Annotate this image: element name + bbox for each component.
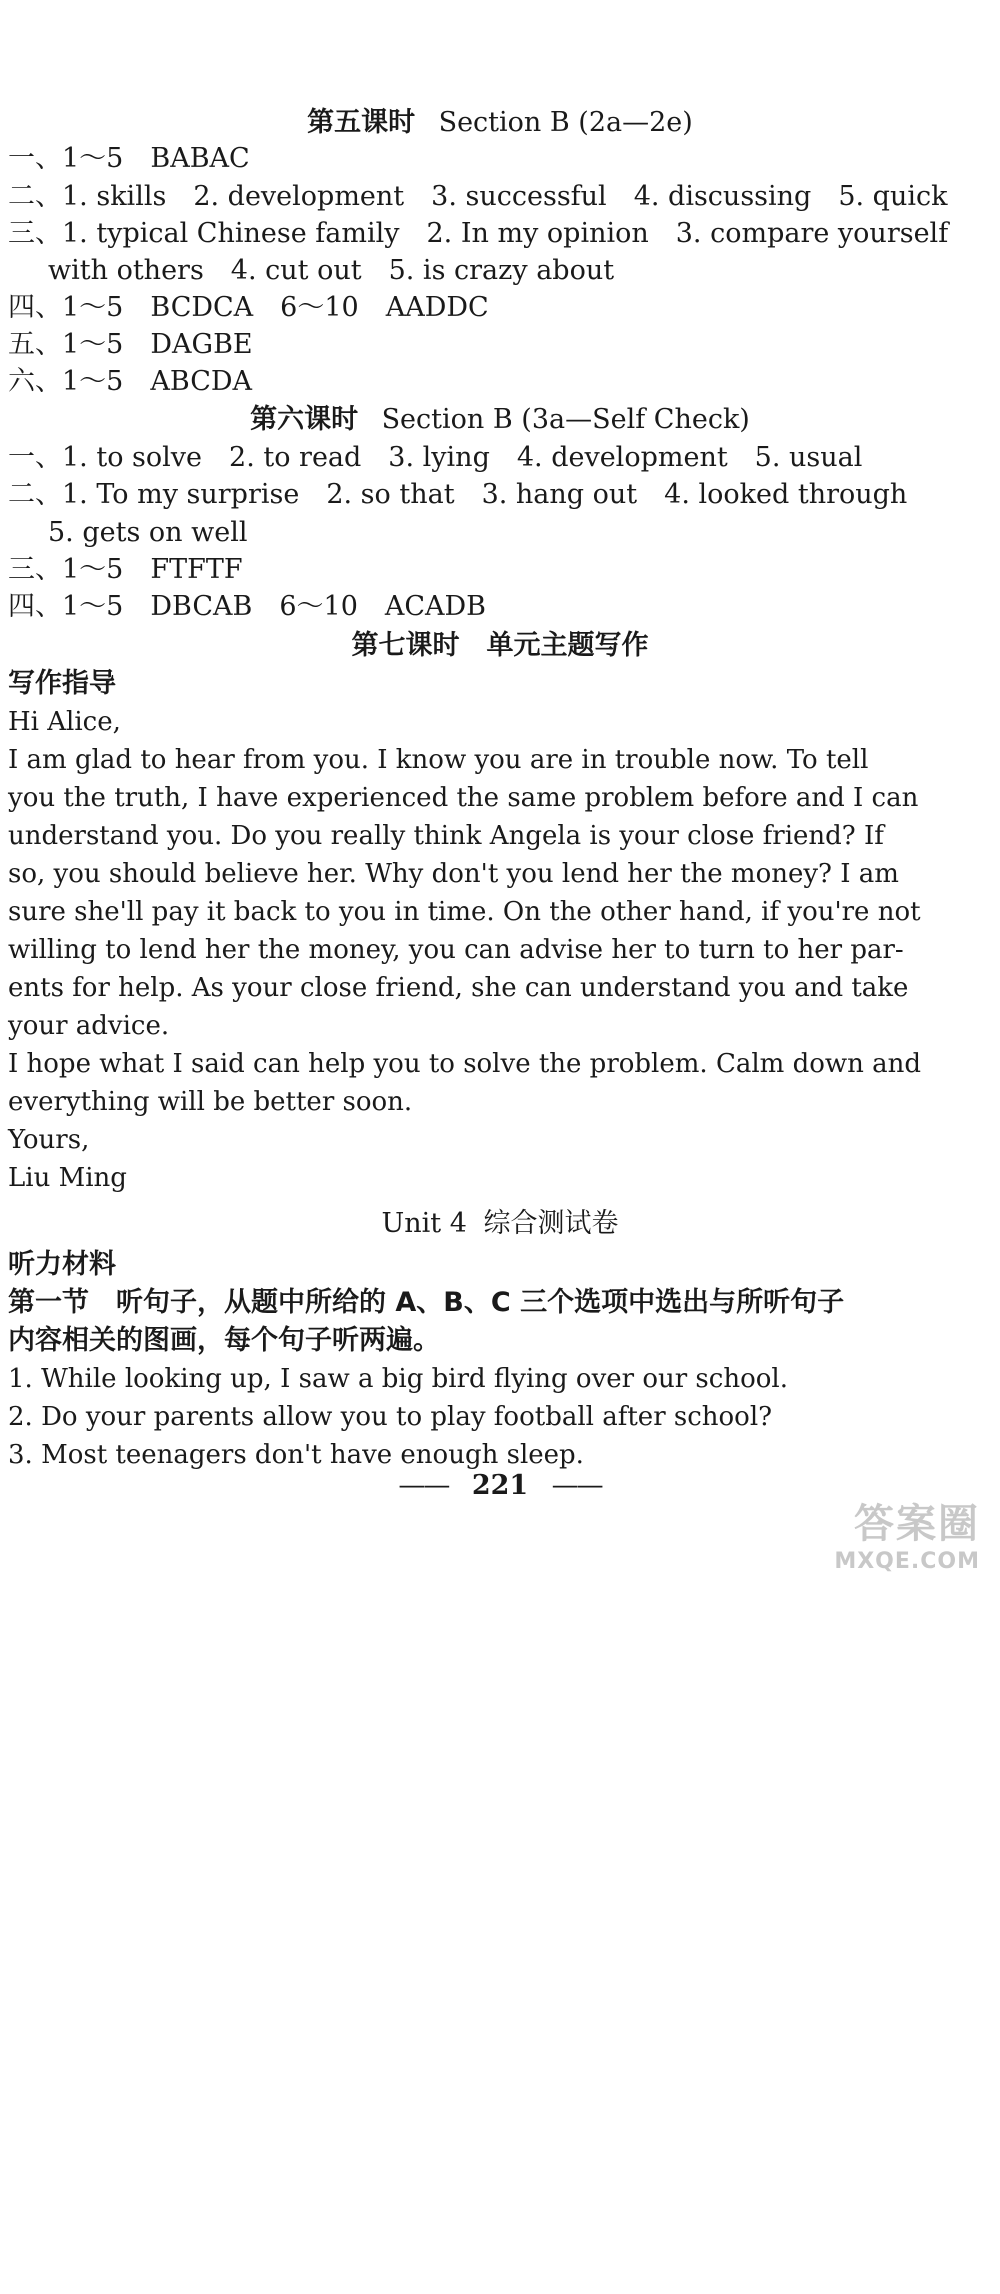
letter-line: your advice. xyxy=(8,1011,170,1041)
lesson6-answer-line: 三、1～5 FTFTF xyxy=(8,554,243,585)
letter-line: sure she'll pay it back to you in time. On the other hand, if you're not xyxy=(8,897,921,927)
letter-line: willing to lend her the money, you can advise her to turn to her par- xyxy=(8,935,904,965)
letter-line: you the truth, I have experienced the same problem before and I can xyxy=(8,783,919,813)
lesson5-answer-line: 四、1～5 BCDCA 6～10 AADDC xyxy=(8,292,489,323)
lesson6-answer-line: 四、1～5 DBCAB 6～10 ACADB xyxy=(8,591,487,622)
watermark-text: 答案圈 xyxy=(854,1501,980,1547)
lesson5-answer-line: 五、1～5 DAGBE xyxy=(8,329,253,360)
lesson5-title-en: Section B (2a—2e) xyxy=(438,107,693,138)
letter-line: understand you. Do you really think Angela is your close friend? If xyxy=(8,821,884,851)
letter-line: Yours, xyxy=(8,1125,90,1155)
letter-line: ents for help. As your close friend, she can understand you and take xyxy=(8,973,909,1003)
part1-instruction: 内容相关的图画，每个句子听两遍。 xyxy=(8,1325,440,1356)
lesson5-answer-line: 三、1. typical Chinese family 2. In my opinion 3. compare yourself xyxy=(8,218,949,249)
lesson5-title xyxy=(0,106,1000,140)
watermark-url: MXQE.COM xyxy=(834,1549,980,1574)
letter-line: I hope what I said can help you to solve the problem. Calm down and xyxy=(8,1049,922,1079)
letter-line: so, you should believe her. Why don't you lend her the money? I am xyxy=(8,859,899,889)
lesson6-answer-line: 5. gets on well xyxy=(48,517,248,548)
lesson5-answer-line: 一、1～5 BABAC xyxy=(8,143,250,174)
lesson7-title: 第七课时 单元主题写作 xyxy=(351,630,649,661)
part1-instruction: 第一节 听句子，从题中所给的 A、B、C 三个选项中选出与所听句子 xyxy=(8,1287,845,1318)
page-number: —— 221 —— xyxy=(398,1470,602,1501)
lesson6-answer-line: 二、1. To my surprise 2. so that 3. hang out 4. looked through xyxy=(8,479,908,510)
lesson6-title-cn: 第六课时 xyxy=(250,404,359,435)
letter-line: I am glad to hear from you. I know you are in trouble now. To tell xyxy=(8,745,869,775)
lesson6-answer-line: 一、1. to solve 2. to read 3. lying 4. development 5. usual xyxy=(8,442,863,473)
lesson5-title-cn: 第五课时 xyxy=(307,107,416,138)
writing-guide-label: 写作指导 xyxy=(8,668,116,699)
listening-label: 听力材料 xyxy=(8,1249,116,1280)
lesson6-title xyxy=(0,403,1000,437)
letter-line: everything will be better soon. xyxy=(8,1087,413,1117)
listening-sentence: 1. While looking up, I saw a big bird flying over our school. xyxy=(8,1364,788,1394)
unit-test-title-en: Unit 4 xyxy=(381,1208,467,1239)
letter-line: Liu Ming xyxy=(8,1163,127,1193)
lesson6-title-en: Section B (3a—Self Check) xyxy=(381,404,750,435)
letter-line: Hi Alice, xyxy=(8,707,121,737)
lesson5-answer-line: 六、1～5 ABCDA xyxy=(8,366,253,397)
listening-sentence: 3. Most teenagers don't have enough sleep. xyxy=(8,1440,584,1470)
lesson5-answer-line: with others 4. cut out 5. is crazy about xyxy=(48,255,615,286)
unit-test-title xyxy=(0,1207,1000,1241)
listening-sentence: 2. Do your parents allow you to play football after school? xyxy=(8,1402,773,1432)
page-number-value: 221 xyxy=(471,1470,529,1501)
lesson5-answer-line: 二、1. skills 2. development 3. successful 4. discussing 5. quick xyxy=(8,181,948,212)
unit-test-title-cn: 综合测试卷 xyxy=(483,1208,619,1239)
watermark xyxy=(834,1492,980,2286)
